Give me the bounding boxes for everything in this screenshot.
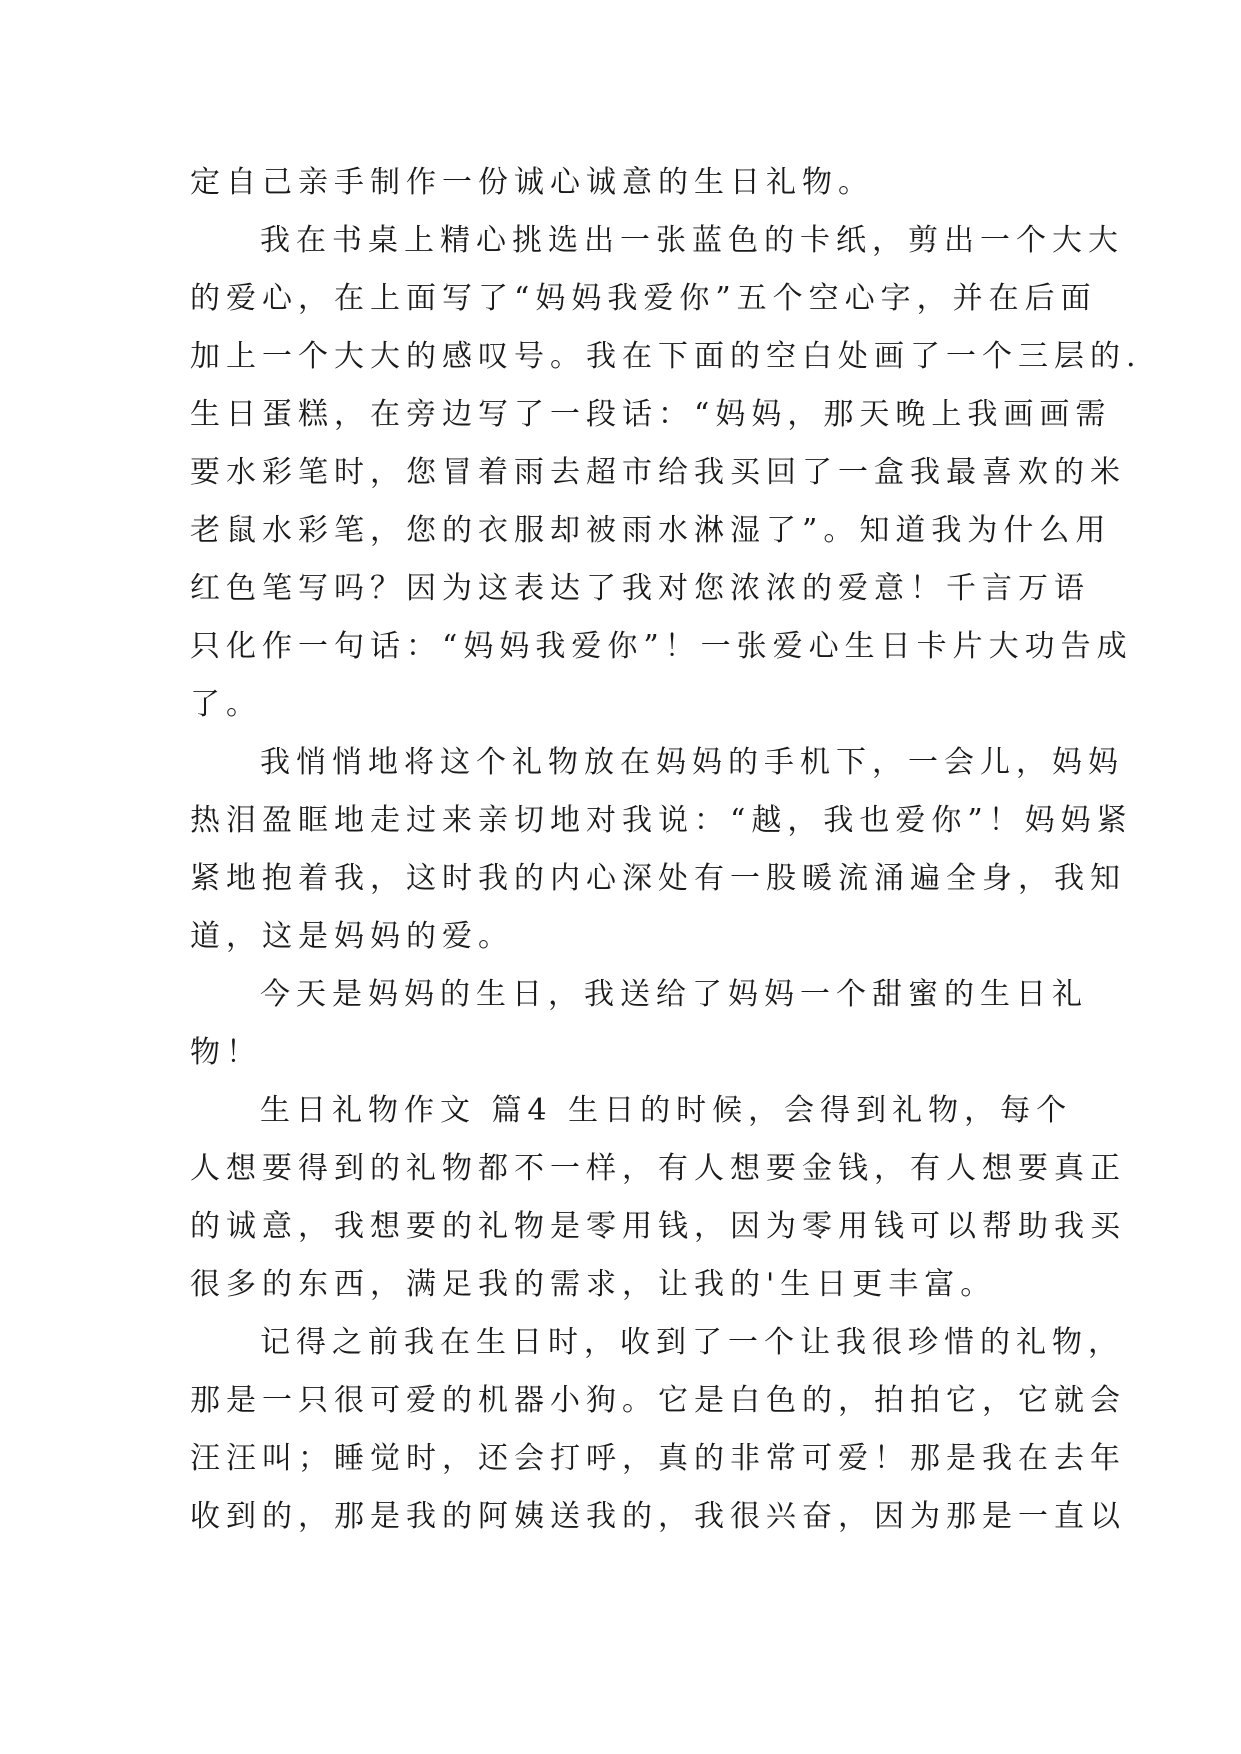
text-line: 要水彩笔时，您冒着雨去超市给我买回了一盒我最喜欢的米 [190,455,1126,490]
paragraph-first-line: 记得之前我在生日时，收到了一个让我很珍惜的礼物， [260,1325,1124,1360]
paragraph-first-line: 今天是妈妈的生日，我送给了妈妈一个甜蜜的生日礼 [260,977,1088,1012]
text-line: 了。 [190,687,262,722]
text-line: 生日蛋糕，在旁边写了一段话：“妈妈，那天晚上我画画需 [190,397,1112,432]
document-text-body [190,154,1142,1546]
text-line: 的爱心，在上面写了“妈妈我爱你”五个空心字，并在后面 [190,281,1097,316]
text-line: 人想要得到的礼物都不一样，有人想要金钱，有人想要真正 [190,1151,1126,1186]
text-line: 汪汪叫；睡觉时，还会打呼，真的非常可爱！那是我在去年 [190,1441,1126,1476]
text-line: 很多的东西，满足我的需求，让我的'生日更丰富。 [190,1267,997,1302]
text-line: 只化作一句话：“妈妈我爱你”！一张爱心生日卡片大功告成 [190,629,1133,664]
text-line: 老鼠水彩笔，您的衣服却被雨水淋湿了”。知道我为什么用 [190,513,1112,548]
text-line: 道，这是妈妈的爱。 [190,919,514,954]
text-line: 那是一只很可爱的机器小狗。它是白色的，拍拍它，它就会 [190,1383,1126,1418]
text-line: 红色笔写吗？因为这表达了我对您浓浓的爱意！千言万语 [190,571,1090,606]
text-line: 紧地抱着我，这时我的内心深处有一股暖流涌遍全身，我知 [190,861,1126,896]
text-line: 收到的，那是我的阿姨送我的，我很兴奋，因为那是一直以 [190,1499,1126,1534]
text-line: 定自己亲手制作一份诚心诚意的生日礼物。 [190,165,874,200]
text-line: 物！ [190,1035,262,1070]
text-line: 加上一个大大的感叹号。我在下面的空白处画了一个三层的. [190,339,1142,374]
paragraph-first-line: 我在书桌上精心挑选出一张蓝色的卡纸，剪出一个大大 [260,223,1124,258]
text-line: 的诚意，我想要的礼物是零用钱，因为零用钱可以帮助我买 [190,1209,1126,1244]
text-line: 热泪盈眶地走过来亲切地对我说：“越，我也爱你”！妈妈紧 [190,803,1133,838]
section-heading-line: 生日礼物作文 篇4 生日的时候，会得到礼物，每个 [260,1093,1073,1128]
paragraph-first-line: 我悄悄地将这个礼物放在妈妈的手机下，一会儿，妈妈 [260,745,1124,780]
